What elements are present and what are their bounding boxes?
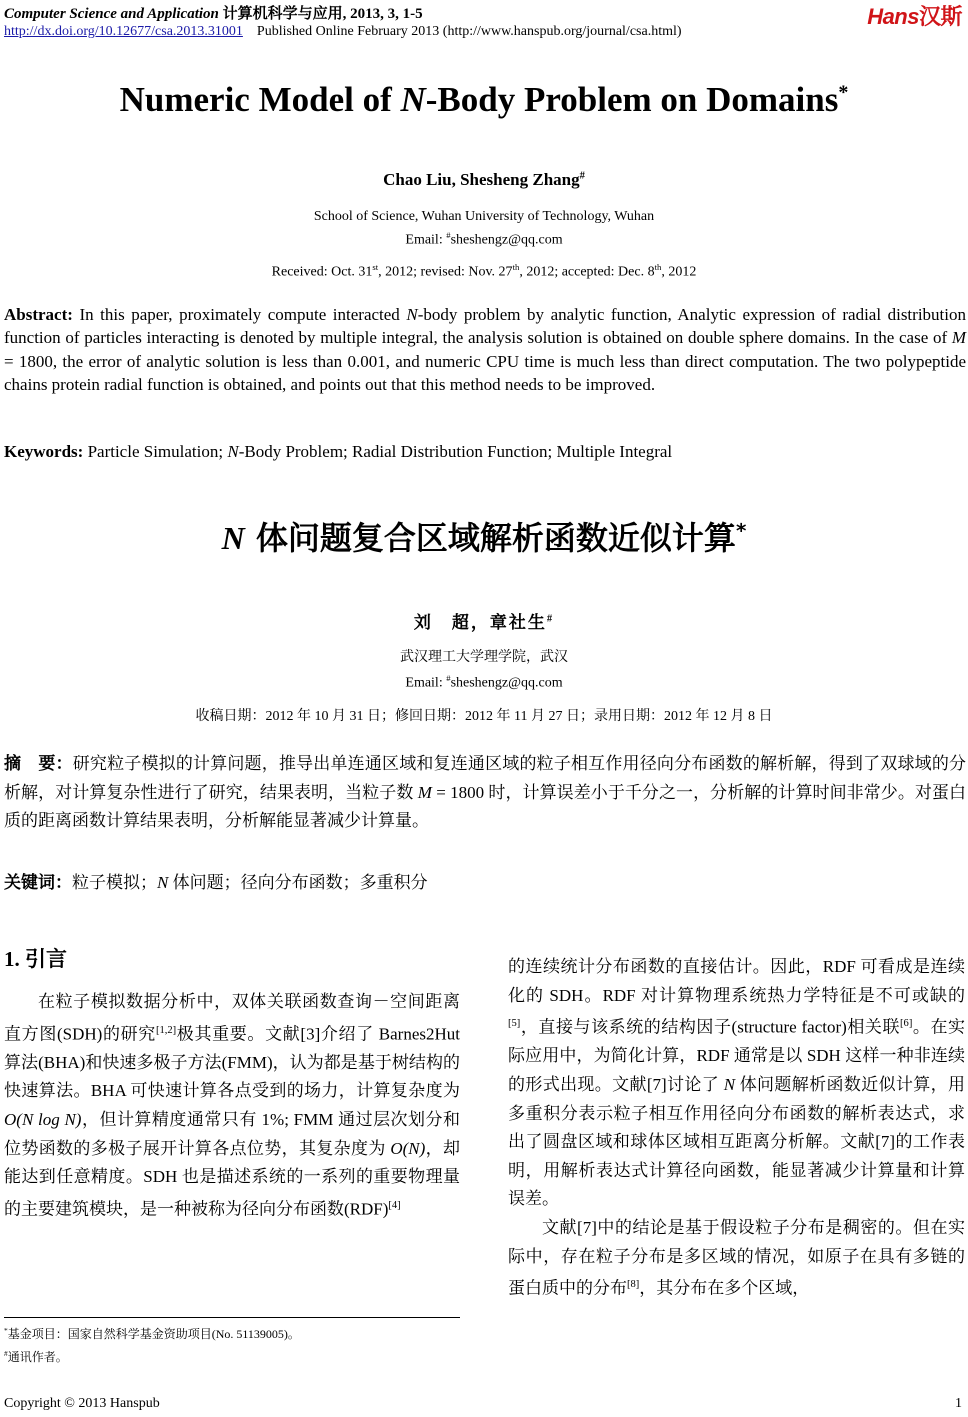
authors-en: Chao Liu, Shesheng Zhang# (383, 170, 585, 189)
affiliation-cn (0, 648, 968, 694)
citation-ref: [8] (627, 1279, 640, 1291)
journal-name-en: Computer Science and Application (4, 6, 219, 22)
dates-en: Received: Oct. 31st, 2012; revised: Nov. 27th, 2012; accepted: Dec. 8th, 2012 (271, 262, 697, 280)
intro-paragraph-1-cont: 的连续统计分布函数的直接估计。因此，RDF 可看成是连续化的 SDH。RDF 对计算物理系统热力学特征是不可或缺的[5]，直接与该系统的结构因子(structure factor)相关联[6]。在实际应用中，为简化计算，RDF 通常是以 SDH 这样一种非连续的形式出现。文献[7]讨论了 N 体问题解析函数近似计算，用多重积分表示粒子相互作用径向分布函数的解析表达式，求出了圆盘区域和球体区域相互距离分析解。文献[7]的工作表明，用解析表达式计算径向函数，能显著减少计算量和计算误差。 (508, 957, 966, 1209)
dates-cn: 收稿日期：2012 年 10 月 31 日；修回日期：2012 年 11 月 27 日；录用日期：2012 年 12 月 8 日 (195, 709, 773, 724)
abstract-cn: 摘 要：研究粒子模拟的计算问题，推导出单连通区域和复连通区域的粒子相互作用径向分布函数的解析解，得到了双球域的分析解，对计算复杂性进行了研究，结果表明，当粒子数 M = 1800 时，计算误差小于千分之一，分析解的计算时间非常少。对蛋白质的距离函数计算结果表明，分析解能显著减少计算量。 (4, 754, 967, 830)
paper-title-cn: N 体问题复合区域解析函数近似计算* (221, 519, 747, 557)
citation-ref: [1,2] (155, 1024, 177, 1036)
body-column-right (508, 953, 965, 1303)
logo-text-cn: 汉斯 (918, 4, 962, 29)
doi-link[interactable]: http://dx.doi.org/10.12677/csa.2013.31001 (4, 24, 243, 39)
keywords-cn: 关键词：粒子模拟；N 体问题；径向分布函数；多重积分 (4, 873, 428, 892)
keywords-label-cn: 关键词： (4, 873, 72, 892)
email-cn: Email: #sheshengz@qq.com (405, 673, 563, 691)
complexity-formula: O(N log N) (4, 1110, 82, 1130)
citation-ref: [4] (388, 1199, 401, 1211)
journal-name (4, 2, 423, 23)
intro-paragraph-2: 文献[7]中的结论是基于假设粒子分布是稠密的。但在实际中，存在粒子分布是多区域的情况，如原子在具有多链的蛋白质中的分布[8]，其分布在多个区域， (508, 1218, 965, 1298)
affiliation-text-cn: 武汉理工大学理学院，武汉 (400, 650, 568, 665)
footnote-corresponding: #通讯作者。 (4, 1349, 68, 1364)
abstract-en: Abstract: In this paper, proximately compute interacted N-body problem by analytic function, Analytic expression of radial distribution function of particles interacting is denoted by multiple integral, the analysis solution is obtained on double sphere domains. In the case of M = 1800, the error of analytic solution is less than 0.001, and numeric CPU time is much less than direct computation. The two polypeptide chains protein radial function is obtained, and points out that this method needs to be improved. (4, 305, 966, 395)
email-en: Email: #sheshengz@qq.com (405, 230, 563, 248)
page-number: 1 (955, 1396, 962, 1411)
citation-ref: [5] (508, 1018, 521, 1030)
paper-title-en: Numeric Model of N-Body Problem on Domains* (119, 80, 849, 119)
logo-text-en: Hans (867, 4, 919, 29)
journal-name-cn: 计算机科学与应用, 2013, 3, 1-5 (222, 6, 423, 22)
abstract-label-en: Abstract: (4, 305, 73, 324)
footnotes (4, 1321, 300, 1367)
copyright: Copyright © 2013 Hanspub (4, 1396, 160, 1411)
hans-logo (867, 0, 962, 31)
published-online: Published Online February 2013 (http://www.hanspub.org/journal/csa.html) (256, 24, 682, 39)
affiliation-text-en: School of Science, Wuhan University of Technology, Wuhan (313, 209, 655, 224)
intro-paragraph-1: 在粒子模拟数据分析中，双体关联函数查询－空间距离直方图(SDH)的研究[1,2]极其重要。文献[3]介绍了 Barnes2Hut 算法(BHA)和快速多极子方法(FMM)，认为都是基于树结构的快速算法。BHA 可快速计算各点受到的场力，计算复杂度为 O(N log N)，但计算精度通常只有 1%; FMM 通过层次划分和位势函数的多极子展开计算各点位势，其复杂度为 O(N)，却能达到任意精度。SDH 也是描述系统的一系列的重要物理量的主要建筑模块，是一种被称为径向分布函数(RDF)[4] (4, 992, 461, 1219)
affiliation-en (0, 207, 968, 250)
authors-cn: 刘 超，章社生# (413, 613, 555, 632)
keywords-label-en: Keywords: (4, 442, 84, 461)
abstract-label-cn: 摘 要： (4, 754, 73, 773)
publication-info (4, 24, 682, 40)
citation-ref: [6] (900, 1018, 913, 1030)
footnote-divider (4, 1317, 460, 1318)
section-heading: 1. 引言 (4, 947, 67, 971)
body-column-left (4, 943, 460, 1224)
footnote-funding: *基金项目：国家自然科学基金资助项目(No. 51139005)。 (4, 1326, 300, 1341)
keywords-en: Keywords: Particle Simulation; N-Body Problem; Radial Distribution Function; Multiple Integral (4, 442, 673, 461)
